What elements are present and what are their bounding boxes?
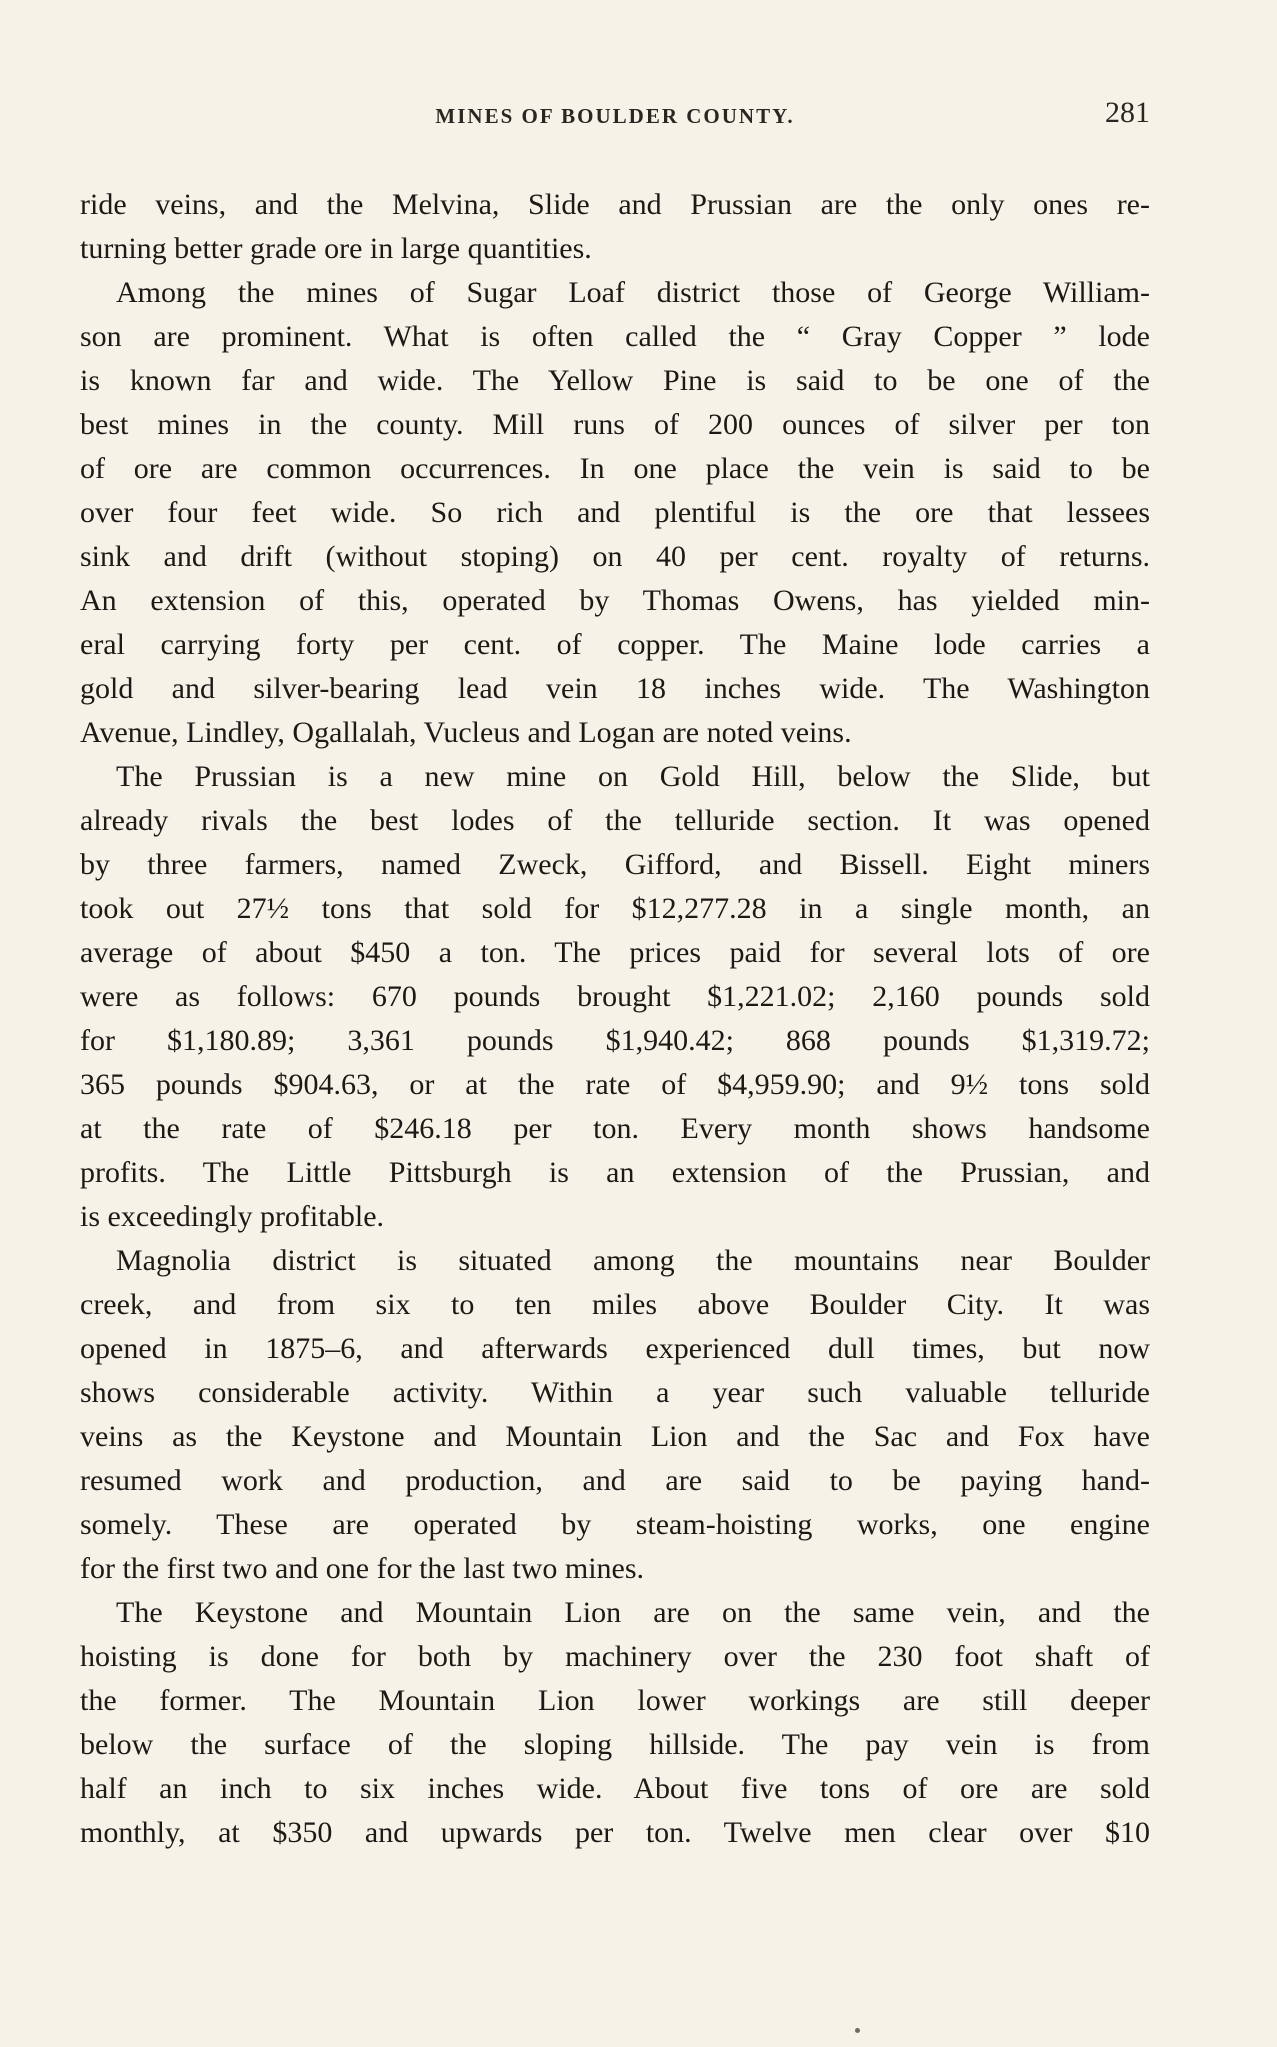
page-number: 281	[1105, 96, 1150, 129]
text-line: Magnolia district is situated among the mountains near Boulder	[116, 1244, 1150, 1277]
text-line: of ore are common occurrences. In one place the vein is said to be	[80, 452, 1150, 485]
text-line: monthly, at $350 and upwards per ton. Twelve men clear over $10	[80, 1816, 1150, 1849]
text-line: shows considerable activity. Within a year such valuable telluride	[80, 1376, 1150, 1409]
text-line: The Prussian is a new mine on Gold Hill, below the Slide, but	[116, 760, 1150, 793]
paper-speck	[855, 2028, 860, 2033]
text-line: below the surface of the sloping hillside. The pay vein is from	[80, 1728, 1150, 1761]
text-line: veins as the Keystone and Mountain Lion and the Sac and Fox have	[80, 1420, 1150, 1453]
text-line: were as follows: 670 pounds brought $1,221.02; 2,160 pounds sold	[80, 980, 1150, 1013]
text-line: resumed work and production, and are said to be paying hand-	[80, 1464, 1150, 1497]
text-line: half an inch to six inches wide. About five tons of ore are sold	[80, 1772, 1150, 1805]
body-text	[80, 183, 1150, 1855]
text-line: at the rate of $246.18 per ton. Every month shows handsome	[80, 1112, 1150, 1145]
text-line: son are prominent. What is often called the “ Gray Copper ” lode	[80, 320, 1150, 353]
text-line: sink and drift (without stoping) on 40 per cent. royalty of returns.	[80, 540, 1150, 573]
text-line: turning better grade ore in large quantities.	[80, 232, 592, 265]
text-line: 365 pounds $904.63, or at the rate of $4,959.90; and 9½ tons sold	[80, 1068, 1150, 1101]
text-line: is exceedingly profitable.	[80, 1200, 385, 1233]
text-line: for the first two and one for the last two mines.	[80, 1552, 645, 1585]
text-line: took out 27½ tons that sold for $12,277.28 in a single month, an	[80, 892, 1150, 925]
text-line: Avenue, Lindley, Ogallalah, Vucleus and Logan are noted veins.	[80, 716, 852, 749]
text-line: Among the mines of Sugar Loaf district those of George William-	[116, 276, 1150, 309]
text-line: eral carrying forty per cent. of copper. The Maine lode carries a	[80, 628, 1150, 661]
text-line: creek, and from six to ten miles above Boulder City. It was	[80, 1288, 1150, 1321]
text-line: best mines in the county. Mill runs of 200 ounces of silver per ton	[80, 408, 1150, 441]
text-line: for $1,180.89; 3,361 pounds $1,940.42; 868 pounds $1,319.72;	[80, 1024, 1150, 1057]
text-line: opened in 1875–6, and afterwards experienced dull times, but now	[80, 1332, 1150, 1365]
text-line: average of about $450 a ton. The prices paid for several lots of ore	[80, 936, 1150, 969]
text-line: somely. These are operated by steam-hoisting works, one engine	[80, 1508, 1150, 1541]
text-line: already rivals the best lodes of the telluride section. It was opened	[80, 804, 1150, 837]
text-line: An extension of this, operated by Thomas Owens, has yielded min-	[80, 584, 1150, 617]
text-line: ride veins, and the Melvina, Slide and Prussian are the only ones re-	[80, 188, 1150, 221]
text-line: hoisting is done for both by machinery over the 230 foot shaft of	[80, 1640, 1150, 1673]
text-line: gold and silver-bearing lead vein 18 inches wide. The Washington	[80, 672, 1150, 705]
text-line: is known far and wide. The Yellow Pine is said to be one of the	[80, 364, 1150, 397]
running-head	[80, 96, 1150, 136]
running-title: MINES OF BOULDER COUNTY.	[435, 104, 795, 128]
text-line: The Keystone and Mountain Lion are on the same vein, and the	[116, 1596, 1150, 1629]
text-line: by three farmers, named Zweck, Gifford, and Bissell. Eight miners	[80, 848, 1150, 881]
text-line: the former. The Mountain Lion lower workings are still deeper	[80, 1684, 1150, 1717]
text-line: profits. The Little Pittsburgh is an extension of the Prussian, and	[80, 1156, 1150, 1189]
text-line: over four feet wide. So rich and plentiful is the ore that lessees	[80, 496, 1150, 529]
